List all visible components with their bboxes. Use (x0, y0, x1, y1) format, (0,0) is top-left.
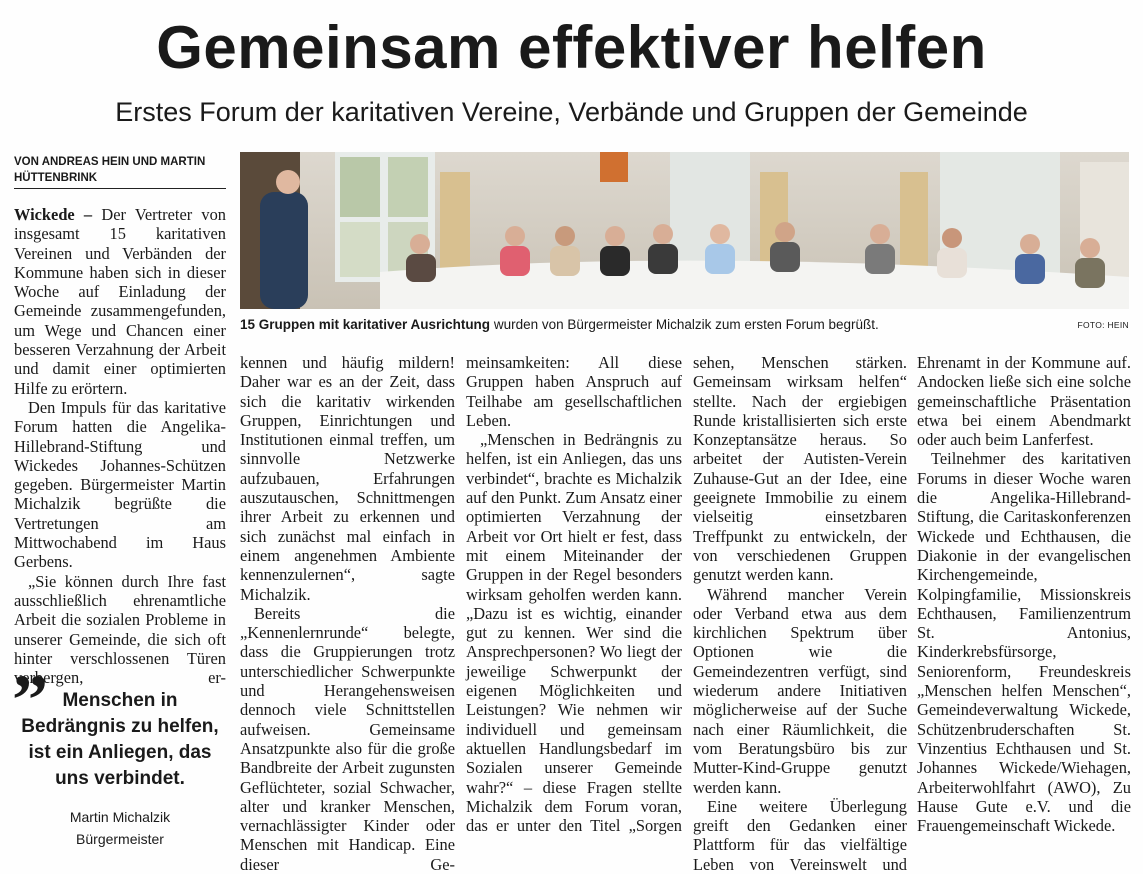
pull-quote-author: Martin Michalzik (69, 809, 171, 825)
paragraph: Teilnehmer des karitativen Forums in dieser Woche waren die Angelika-Hillebrand-Stiftung, die Caritaskonferenzen Wickede und Echthausen, die Diakonie in der evangelischen Kirchengemeinde, Kolpingfamilie, Missionskreis Echthausen, Familienzentrum St. Antonius, Kinderkrebsfürsorge, Seniorenform, Freundeskreis „Menschen helfen Menschen“, Gemeindeverwaltung Wickede, Schützenbruderschaften St. Vinzentius Echthausen und St. Johannes Wickede/Wiehagen, Arbeiterwohlfahrt (AWO), Zu Hause Gute e.V. und die Frauengemeinschaft Wickede. (917, 449, 1131, 836)
forum-photo-image (240, 152, 1129, 309)
article-column-1 (14, 205, 226, 687)
caption-text: wurden von Bürgermeister Michalzik zum ersten Forum begrüßt. (493, 317, 879, 332)
paragraph: „Menschen in Bedrängnis zu helfen, ist ein Anliegen, das uns verbindet“, brachte es Michalzik auf den Punkt. Zum Ansatz einer optimierten Verzahnung der Arbeit vor Ort hielt er fest, dass mit einem Miteinander der Gruppen in der Regel besonders wirksam geholfen werden kann. „Dazu ist es wichtig, einander gut zu kennen. Wer sind die Ansprechpersonen? Wo liegt der jeweilige Schwerpunkt der eigenen Möglichkeiten und Leistungen? Wie nehmen wir individuell und gemeinsam aktuellen Handlungsbedarf im Sozialen unserer Gemeinde wahr?“ – diese Fragen stellte Michalzik dem Forum voran, das er unter den Titel „Sorgen (466, 430, 682, 836)
article-column-4 (693, 353, 907, 874)
article-column-2 (240, 353, 455, 874)
pull-quote-attribution (14, 806, 226, 850)
paragraph: sehen, Menschen stärken. Gemeinsam wirksam helfen“ stellte. Nach der ergiebigen Runde kristallisierten sich erste Konzeptansätze heraus. So arbeitet der Autisten-Verein Zuhause-Gut an der Idee, eine geeignete Immobilie zu einem vielseitig einsetzbaren Treffpunkt zu entwickeln, der von verschiedenen Gruppen genutzt werden kann. (693, 353, 907, 585)
paragraph: Bereits die „Kennenlernrunde“ belegte, dass die Gruppierungen trotz unterschiedlicher Schwerpunkte und Herangehensweisen dennoch viele Schnittstellen aufweisen. Gemeinsame Ansatzpunkte also für die große Bandbreite der Arbeit zugunsten Geflüchteter, sozial Schwacher, alter und kranker Menschen, vernachlässigter Kinder oder Menschen mit Handicap. Eine dieser Ge- (240, 603, 455, 874)
pull-quote-role: Bürgermeister (76, 831, 164, 847)
paragraph (14, 205, 226, 398)
paragraph: Während mancher Verein oder Verband etwa aus dem kirchlichen Spektrum über Optionen wie die Gemeindezentren verfügt, sind wiederum andere Initiativen möglicherweise auf der Suche nach einer Räumlichkeit, die vom Beratungsbüro bis zur Mutter-Kind-Gruppe genutzt werden kann. (693, 584, 907, 797)
pull-quote: Menschen in Bedrängnis zu helfen, ist ein Anliegen, das uns verbindet. (21, 690, 219, 789)
photo-credit: FOTO: HEIN (1077, 320, 1129, 330)
paragraph: Ehrenamt in der Kommune auf. Andocken ließe sich eine solche gemeinschaftliche Präsentation etwa bei einem Abendmarkt oder auch beim Lanferfest. (917, 353, 1131, 450)
caption-bold: 15 Gruppen mit karitativer Ausrichtung (240, 317, 491, 332)
paragraph: Eine weitere Überlegung greift den Gedanken einer Plattform für das vielfältige Leben von Vereinswelt und (693, 796, 907, 874)
forum-photo (240, 152, 1129, 309)
quote-mark-icon: ” (12, 660, 48, 740)
article-column-3 (466, 353, 682, 835)
article-column-5 (917, 353, 1131, 835)
dateline: Wickede – (14, 205, 93, 224)
paragraph: kennen und häufig mildern! Daher war es an der Zeit, dass sich die karitativ wirkenden Gruppen, Einrichtungen und Institutionen einmal treffen, um sinnvolle Netzwerke aufzubauen, Erfahrungen auszutauschen, Schnittmengen ihrer Arbeit zu erkennen und sich zunächst mal einfach in einem angenehmen Ambiente kennenzulernen“, sagte Michalzik. (240, 353, 455, 604)
byline: VON ANDREAS HEIN UND MARTIN HÜTTENBRINK (14, 154, 226, 189)
paragraph: Den Impuls für das karitative Forum hatten die Angelika-Hillebrand-Stiftung und Wickedes Johannes-Schützen gegeben. Bürgermeister Martin Michalzik begrüßte die Vertretungen am Mittwochabend im Haus Gerbens. (14, 397, 226, 572)
photo-caption (240, 316, 1129, 334)
paragraph-text: Der Vertreter von insgesamt 15 karitativen Vereinen und Verbänden der Kommune haben sich in dieser Woche auf Einladung der Gemeinde zusammengefunden, um Wege und Chancen einer besseren Verzahnung der Arbeit und damit einer optimierten Hilfe zu erörtern. (14, 205, 226, 398)
paragraph: meinsamkeiten: All diese Gruppen haben Anspruch auf Teilhabe am gesellschaftlichen Leben. (466, 353, 682, 430)
paragraph: „Sie können durch Ihre fast ausschließlich ehrenamtliche Arbeit die sozialen Probleme in unserer Gemeinde, die sich oft hinter verschlossenen Türen verbergen, er- (14, 571, 226, 688)
headline: Gemeinsam effektiver helfen (156, 14, 987, 81)
subheadline: Erstes Forum der karitativen Vereine, Verbände und Gruppen der Gemeinde (115, 97, 1028, 127)
